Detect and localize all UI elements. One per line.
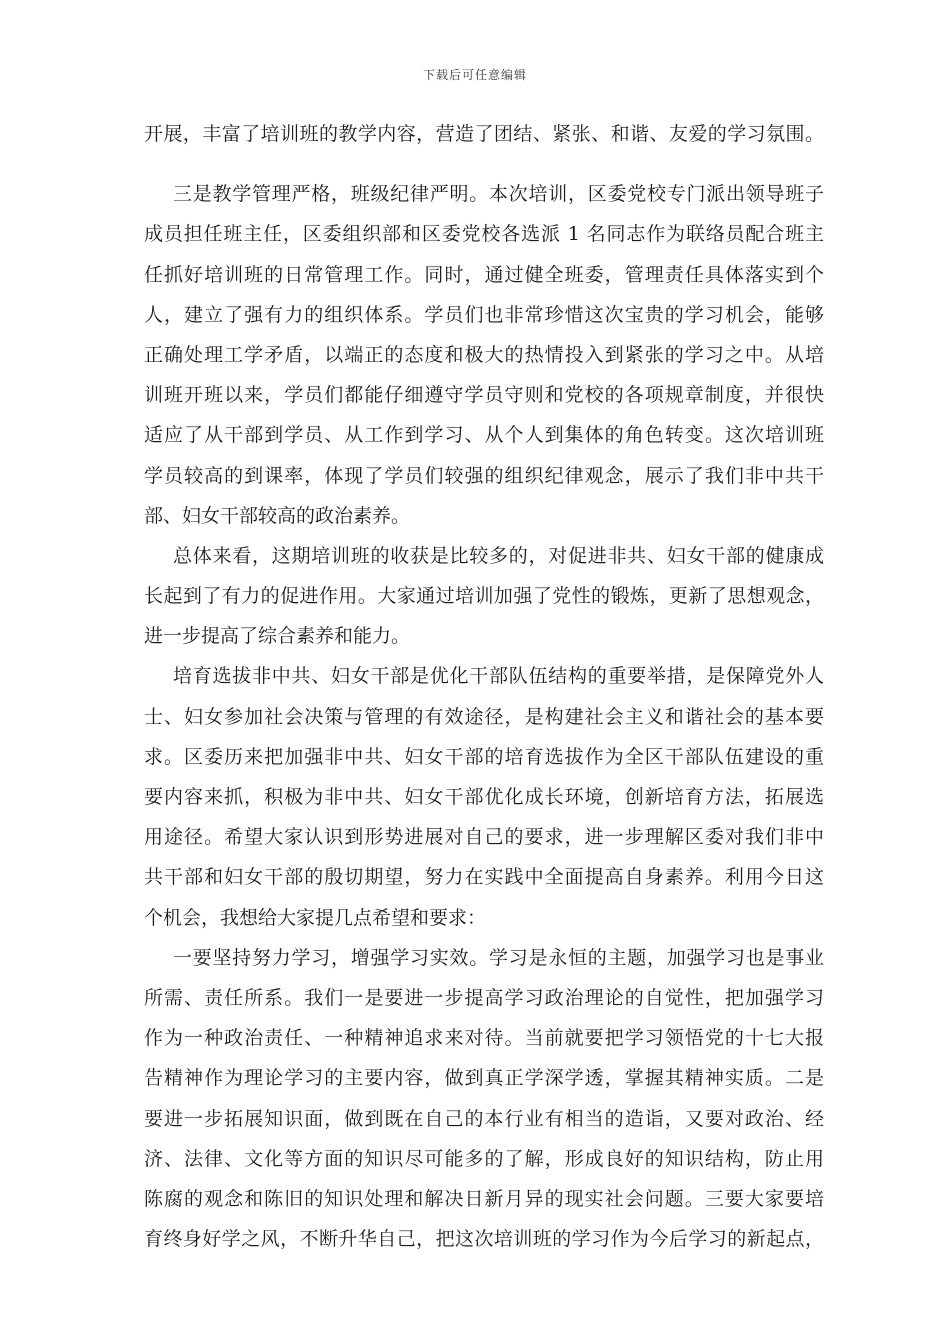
text-line: 三是教学管理严格，班级纪律严明。本次培训，区委党校专门派出领导班子 (173, 183, 824, 206)
text-line: 总体来看，这期培训班的收获是比较多的，对促进非共、妇女干部的健康成 (173, 544, 824, 567)
text-line: 要进一步拓展知识面，做到既在自己的本行业有相当的造诣，又要对政治、经 (144, 1107, 824, 1130)
text-line: 任抓好培训班的日常管理工作。同时，通过健全班委，管理责任具体落实到个 (144, 263, 824, 286)
page-header: 下载后可任意编辑 (422, 68, 527, 82)
paragraph (144, 114, 824, 154)
text-line: 作为一种政治责任、一种精神追求来对待。当前就要把学习领悟党的十七大报 (144, 1027, 824, 1050)
text-line: 用途径。希望大家认识到形势进展对自己的要求，进一步理解区委对我们非中 (144, 826, 824, 849)
paragraph-spacer (144, 154, 824, 174)
text-line: 适应了从干部到学员、从工作到学习、从个人到集体的角色转变。这次培训班 (144, 424, 824, 447)
text-line: 个机会，我想给大家提几点希望和要求： (144, 906, 487, 929)
text-line: 陈腐的观念和陈旧的知识处理和解决日新月异的现实社会问题。三要大家要培 (144, 1187, 824, 1210)
text-line: 要内容来抓，积极为非中共、妇女干部优化成长环境，创新培育方法，拓展选 (144, 786, 824, 808)
text-line: 士、妇女参加社会决策与管理的有效途径，是构建社会主义和谐社会的基本要 (144, 705, 824, 728)
text-line: 一要坚持努力学习，增强学习实效。学习是永恒的主题，加强学习也是事业 (173, 946, 824, 969)
paragraph (144, 938, 824, 1260)
text-line: 育终身好学之风，不断升华自己，把这次培训班的学习作为今后学习的新起点， (144, 1228, 824, 1251)
text-line: 济、法律、文化等方面的知识尽可能多的了解，形成良好的知识结构，防止用 (144, 1147, 824, 1170)
text-line: 共干部和妇女干部的殷切期望，努力在实践中全面提高自身素养。利用今日这 (144, 866, 824, 889)
text-line: 培育选拔非中共、妇女干部是优化干部队伍结构的重要举措，是保障党外人 (173, 665, 824, 688)
text-line: 进一步提高了综合素养和能力。 (144, 625, 411, 648)
text-line: 求。区委历来把加强非中共、妇女干部的培育选拔作为全区干部队伍建设的重 (144, 745, 824, 768)
paragraph (144, 174, 824, 536)
document-body (144, 114, 824, 1259)
text-line: 训班开班以来，学员们都能仔细遵守学员守则和党校的各项规章制度，并很快 (144, 384, 824, 407)
text-line: 长起到了有力的促进作用。大家通过培训加强了党性的锻炼，更新了思想观念， (144, 585, 824, 608)
text-line: 学员较高的到课率，体现了学员们较强的组织纪律观念，展示了我们非中共干 (144, 464, 824, 487)
text-line: 告精神作为理论学习的主要内容，做到真正学深学透，掌握其精神实质。二是 (144, 1067, 824, 1090)
text-line: 成员担任班主任，区委组织部和区委党校各选派 1 名同志作为联络员配合班主 (144, 223, 824, 246)
text-line: 开展，丰富了培训班的教学内容，营造了团结、紧张、和谐、友爱的学习氛围。 (144, 123, 824, 145)
text-line: 部、妇女干部较高的政治素养。 (144, 504, 411, 527)
text-line: 正确处理工学矛盾，以端正的态度和极大的热情投入到紧张的学习之中。从培 (144, 343, 824, 366)
text-line: 人，建立了强有力的组织体系。学员们也非常珍惜这次宝贵的学习机会，能够 (144, 303, 824, 326)
paragraph (144, 656, 824, 937)
paragraph (144, 536, 824, 657)
text-line: 所需、责任所系。我们一是要进一步提高学习政治理论的自觉性，把加强学习 (144, 986, 824, 1009)
